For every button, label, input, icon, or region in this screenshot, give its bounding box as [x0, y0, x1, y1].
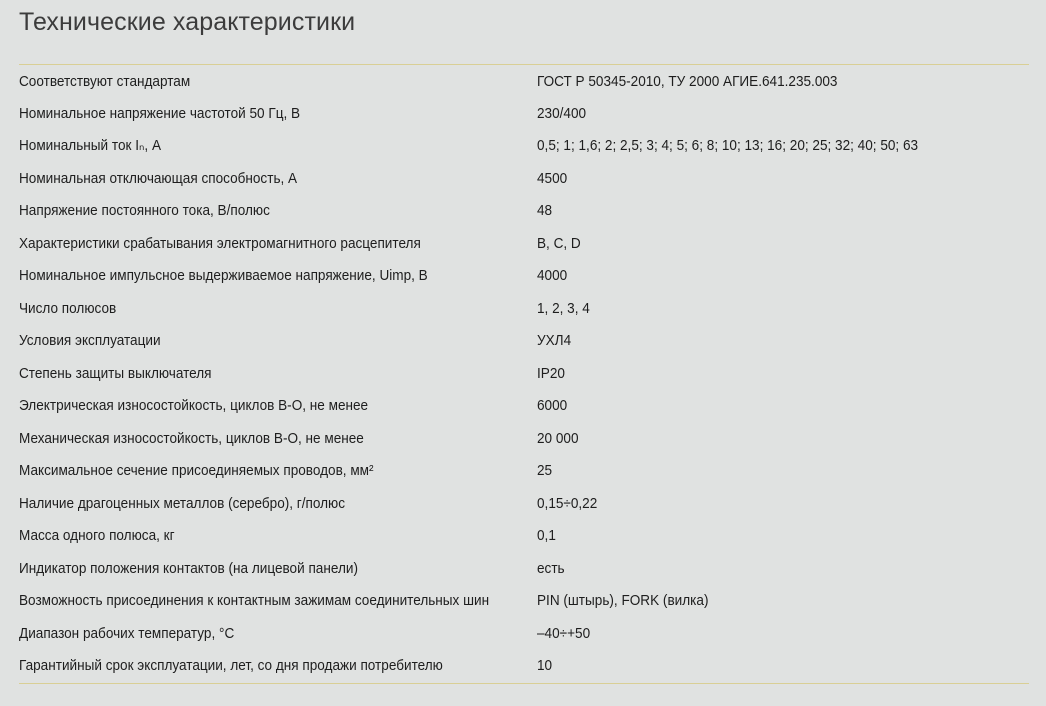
spec-row-protection-degree — [19, 358, 1029, 391]
spec-row-contact-indicator — [19, 553, 1029, 586]
spec-value: есть — [537, 560, 565, 577]
spec-row-pole-mass — [19, 520, 1029, 553]
spec-value: ГОСТ Р 50345-2010, ТУ 2000 АГИЕ.641.235.003 — [537, 74, 838, 90]
spec-label: Номинальное напряжение частотой 50 Гц, В — [19, 105, 301, 122]
spec-row-electrical-endurance — [19, 390, 1029, 423]
spec-value: 20 000 — [537, 430, 579, 447]
spec-label: Электрическая износостойкость, циклов В-О, не менее — [19, 398, 369, 415]
spec-value: B, C, D — [537, 235, 581, 252]
spec-value: IP20 — [537, 365, 565, 382]
spec-row-rated-current — [19, 130, 1029, 163]
spec-value: 4000 — [537, 268, 568, 285]
spec-value: 0,15÷0,22 — [537, 495, 598, 512]
spec-label: Возможность присоединения к контактным зажимам соединительных шин — [19, 593, 490, 610]
spec-label: Механическая износостойкость, циклов В-О, не менее — [19, 430, 364, 447]
spec-value: 230/400 — [537, 105, 587, 122]
spec-label: Соответствуют стандартам — [19, 74, 191, 90]
spec-value: 6000 — [537, 398, 568, 415]
spec-row-trip-characteristics — [19, 228, 1029, 261]
spec-label: Характеристики срабатывания электромагнитного расцепителя — [19, 235, 421, 252]
spec-row-warranty — [19, 650, 1029, 683]
spec-label: Номинальная отключающая способность, А — [19, 170, 298, 187]
spec-value: 10 — [537, 658, 553, 675]
spec-value: PIN (штырь), FORK (вилка) — [537, 593, 709, 610]
page-title: Технические характеристики — [19, 8, 356, 36]
spec-row-rated-voltage — [19, 98, 1029, 131]
spec-label: Диапазон рабочих температур, °С — [19, 625, 235, 642]
spec-value: 0,5; 1; 1,6; 2; 2,5; 3; 4; 5; 6; 8; 10; 13; 16; 20; 25; 32; 40; 50; 63 — [537, 138, 919, 155]
spec-label: Максимальное сечение присоединяемых проводов, мм² — [19, 463, 374, 480]
spec-label: Индикатор положения контактов (на лицевой панели) — [19, 560, 358, 577]
spec-row-max-wire-section — [19, 455, 1029, 488]
spec-row-precious-metals — [19, 488, 1029, 521]
spec-table — [19, 64, 1029, 684]
spec-label: Гарантийный срок эксплуатации, лет, со дня продажи потребителю — [19, 658, 443, 675]
spec-row-dc-voltage — [19, 195, 1029, 228]
spec-row-breaking-capacity — [19, 163, 1029, 196]
spec-row-impulse-voltage — [19, 260, 1029, 293]
spec-label: Напряжение постоянного тока, В/полюс — [19, 203, 270, 220]
spec-row-mechanical-endurance — [19, 423, 1029, 456]
spec-value: 1, 2, 3, 4 — [537, 300, 590, 317]
spec-row-temperature-range — [19, 618, 1029, 651]
spec-label: Условия эксплуатации — [19, 333, 161, 350]
spec-label: Степень защиты выключателя — [19, 365, 212, 382]
spec-row-busbar-connection — [19, 585, 1029, 618]
spec-row-poles — [19, 293, 1029, 326]
spec-label: Номинальное импульсное выдерживаемое напряжение, Uimp, В — [19, 268, 428, 285]
spec-value: 25 — [537, 463, 553, 480]
spec-value: 4500 — [537, 170, 568, 187]
spec-value: УХЛ4 — [537, 333, 572, 350]
spec-value: 48 — [537, 203, 553, 220]
spec-row-operating-conditions — [19, 325, 1029, 358]
spec-value: 0,1 — [537, 528, 556, 545]
spec-value: –40÷+50 — [537, 625, 591, 642]
spec-row-standards — [19, 65, 1029, 98]
spec-label: Наличие драгоценных металлов (серебро), г/полюс — [19, 495, 346, 512]
spec-label: Число полюсов — [19, 300, 117, 317]
spec-label: Масса одного полюса, кг — [19, 528, 175, 545]
spec-label: Номинальный ток Iₙ, А — [19, 138, 161, 155]
